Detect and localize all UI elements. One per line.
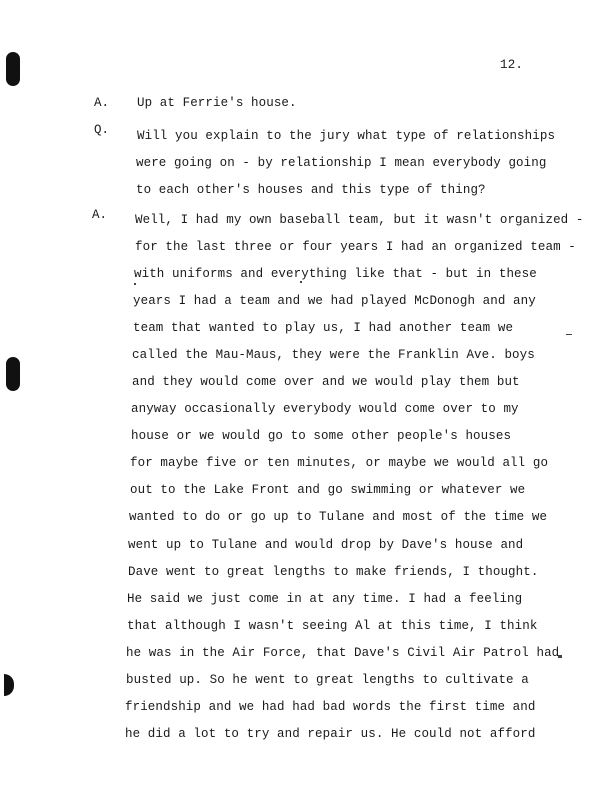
transcript-line: Well, I had my own baseball team, but it wasn't organized - xyxy=(135,213,584,227)
punch-hole-bottom xyxy=(4,674,14,696)
transcript-line: Up at Ferrie's house. xyxy=(137,96,297,110)
transcript-line: for the last three or four years I had an organized team - xyxy=(135,240,576,254)
speaker-label: Q. xyxy=(94,123,110,137)
transcript-line: with uniforms and everything like that - but in these xyxy=(134,267,537,281)
transcript-line: that although I wasn't seeing Al at this time, I think xyxy=(127,619,538,633)
transcript-line: He said we just come in at any time. I had a feeling xyxy=(127,592,523,606)
transcript-line: he was in the Air Force, that Dave's Civil Air Patrol had xyxy=(126,646,560,660)
speaker-label: A. xyxy=(92,208,108,222)
transcript-line: friendship and we had had bad words the first time and xyxy=(125,700,536,714)
punch-hole-middle xyxy=(6,357,20,391)
transcript-line: to each other's houses and this type of thing? xyxy=(136,183,486,197)
transcript-line: wanted to do or go up to Tulane and most of the time we xyxy=(129,510,548,524)
scan-speck xyxy=(134,283,136,285)
transcript-line: years I had a team and we had played McDonogh and any xyxy=(133,294,536,308)
scan-speck xyxy=(566,334,572,335)
transcript-line: went up to Tulane and would drop by Dave's house and xyxy=(128,538,524,552)
transcript-line: out to the Lake Front and go swimming or whatever we xyxy=(130,483,526,497)
transcript-line: called the Mau-Maus, they were the Franklin Ave. boys xyxy=(132,348,535,362)
transcript-line: and they would come over and we would play them but xyxy=(132,375,520,389)
transcript-line: Will you explain to the jury what type of relationships xyxy=(137,129,556,143)
punch-hole-top xyxy=(6,52,20,86)
transcript-line: busted up. So he went to great lengths to cultivate a xyxy=(126,673,529,687)
transcript-line: house or we would go to some other people's houses xyxy=(131,429,512,443)
transcript-line: team that wanted to play us, I had another team we xyxy=(133,321,514,335)
transcript-line: anyway occasionally everybody would come over to my xyxy=(131,402,519,416)
page-number: 12. xyxy=(500,58,524,72)
transcript-line: were going on - by relationship I mean everybody going xyxy=(136,156,547,170)
speaker-label: A. xyxy=(94,96,110,110)
transcript-line: for maybe five or ten minutes, or maybe we would all go xyxy=(130,456,549,470)
transcript-line: he did a lot to try and repair us. He could not afford xyxy=(125,727,536,741)
transcript-line: Dave went to great lengths to make friends, I thought. xyxy=(128,565,539,579)
